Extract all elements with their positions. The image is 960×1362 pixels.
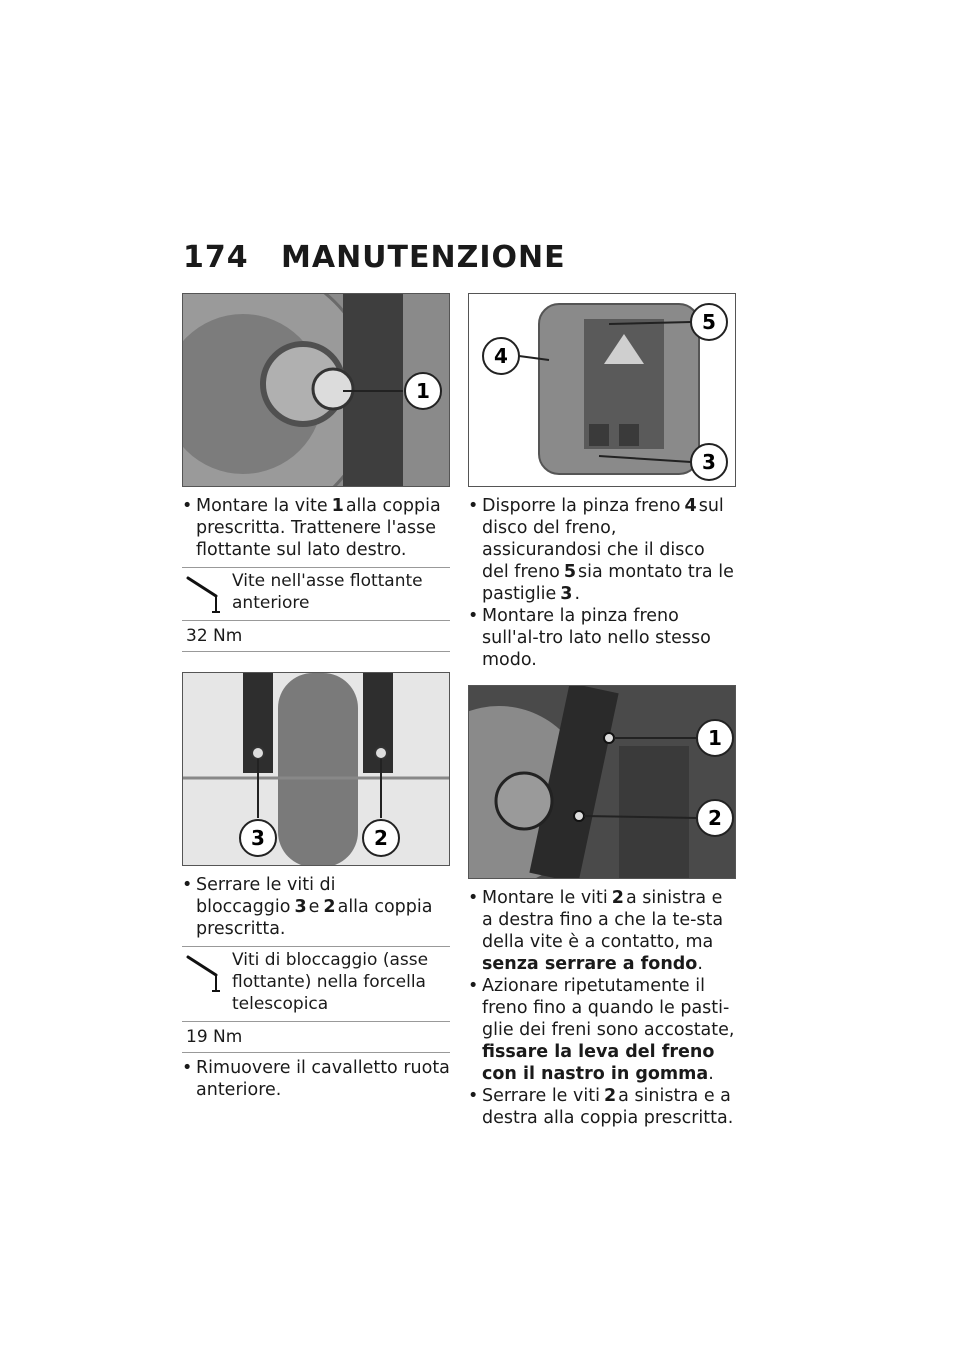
list-item: • Serrare le viti 2 a sinistra e a destra alla coppia prescritta. xyxy=(468,1085,736,1129)
photo-clamp-screws xyxy=(182,672,450,866)
step-list xyxy=(182,495,450,561)
list-item: • Serrare le viti di bloccaggio 3 e 2 alla coppia prescritta. xyxy=(182,874,450,940)
step-list xyxy=(182,874,450,940)
list-item: • Montare la vite 1 alla coppia prescritta. Trattenere l'asse flottante sul lato destro. xyxy=(182,495,450,561)
spec-value: 19 Nm xyxy=(182,1022,450,1053)
torque-spec xyxy=(182,567,450,652)
callout-label: 3 xyxy=(702,450,716,474)
callout-label: 3 xyxy=(251,826,265,850)
photo-caliper-screws xyxy=(468,685,736,879)
section-title: MANUTENZIONE xyxy=(281,240,566,275)
photo-brake-caliper xyxy=(468,293,736,487)
list-item: • Montare la pinza freno sull'al-tro lato nello stesso modo. xyxy=(468,605,736,671)
callout-label: 5 xyxy=(702,310,716,334)
page-header xyxy=(183,240,566,275)
torque-wrench-icon xyxy=(186,574,226,614)
list-item: • Azionare ripetutamente il freno fino a quando le pasti-glie dei freni sono accostate, fissare la leva del freno con il nastro in gomma. xyxy=(468,975,736,1085)
spec-label: Viti di bloccaggio (asse flottante) nella forcella telescopica xyxy=(232,950,429,1014)
left-column xyxy=(182,293,450,1101)
torque-spec xyxy=(182,946,450,1053)
spec-label: Vite nell'asse flottante anteriore xyxy=(232,571,423,613)
right-column xyxy=(468,293,736,1129)
spec-value: 32 Nm xyxy=(182,621,450,652)
callout-label: 1 xyxy=(416,379,430,403)
step-list xyxy=(468,887,736,1129)
page-number: 174 xyxy=(183,240,249,275)
torque-wrench-icon xyxy=(186,953,226,993)
step-list xyxy=(468,495,736,671)
list-item: • Rimuovere il cavalletto ruota anteriore. xyxy=(182,1057,450,1101)
callout-label: 1 xyxy=(708,726,722,750)
callout-label: 2 xyxy=(708,806,722,830)
photo-axle-screw xyxy=(182,293,450,487)
callout-label: 4 xyxy=(494,344,508,368)
list-item: • Disporre la pinza freno 4 sul disco del freno, assicurandosi che il disco del freno 5 sia montato tra le pastiglie 3 . xyxy=(468,495,736,605)
step-list xyxy=(182,1057,450,1101)
callout-label: 2 xyxy=(374,826,388,850)
list-item: • Montare le viti 2 a sinistra e a destra fino a che la te-sta della vite è a contatto, ma senza serrare a fondo. xyxy=(468,887,736,975)
